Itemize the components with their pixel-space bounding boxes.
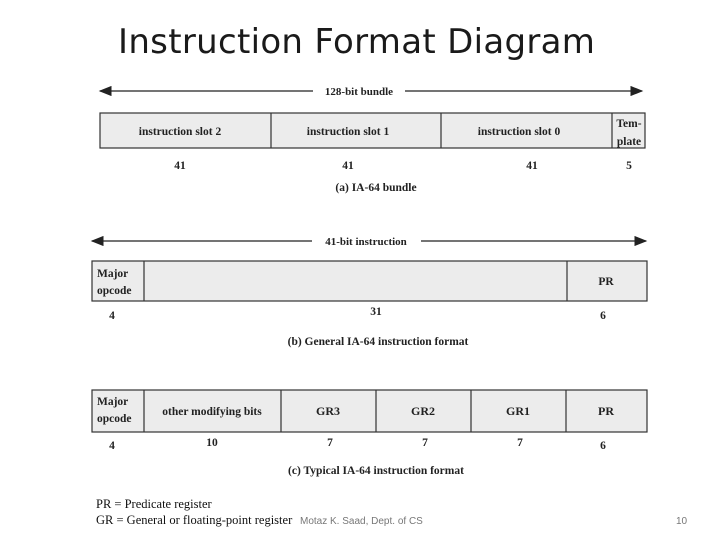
- bundle-cell-slot1: instruction slot 1: [306, 126, 390, 138]
- legend-gr: GR = General or floating-point register: [96, 513, 293, 527]
- general-cell-opcode: opcode: [97, 285, 132, 297]
- typical-bits-opcode: 4: [109, 440, 115, 452]
- bundle-cell-template-line1: Tem-: [616, 118, 642, 130]
- general-bits-body: 31: [370, 306, 382, 318]
- general-caption: (b) General IA-64 instruction format: [287, 336, 469, 348]
- bundle-cell-slot0: instruction slot 0: [477, 126, 561, 138]
- typical-cell-gr3: GR3: [316, 404, 340, 418]
- bundle-bits-slot0: 41: [526, 160, 538, 172]
- bundle-bits-slot2: 41: [174, 160, 186, 172]
- typical-cell-pr: PR: [598, 404, 614, 418]
- legend-pr: PR = Predicate register: [96, 497, 212, 511]
- instruction-arrow-label: 41-bit instruction: [325, 236, 407, 248]
- general-cell-pr: PR: [598, 276, 614, 288]
- typical-cell-major: Major: [97, 396, 129, 408]
- typical-cell-gr2: GR2: [411, 404, 435, 418]
- general-cell-major: Major: [97, 268, 129, 280]
- typical-bits-gr3: 7: [327, 437, 333, 449]
- general-bits-opcode: 4: [109, 310, 115, 322]
- typical-bits-modifying: 10: [206, 437, 218, 449]
- typical-caption: (c) Typical IA-64 instruction format: [288, 465, 464, 477]
- typical-cell-modifying-bits: other modifying bits: [162, 406, 262, 418]
- bundle-cell-slot2: instruction slot 2: [138, 126, 222, 138]
- typical-bits-pr: 6: [600, 440, 606, 452]
- slide-number: 10: [676, 516, 688, 527]
- general-format-box: [92, 261, 647, 301]
- bundle-arrow-label: 128-bit bundle: [324, 86, 394, 98]
- bundle-bits-template: 5: [626, 160, 632, 172]
- bundle-cell-template-line2: plate: [616, 136, 642, 148]
- typical-bits-gr1: 7: [517, 437, 523, 449]
- typical-cell-opcode: opcode: [97, 413, 132, 425]
- slide-title: Instruction Format Diagram: [118, 22, 596, 62]
- footer-author: Motaz K. Saad, Dept. of CS: [300, 516, 423, 527]
- general-bits-pr: 6: [600, 310, 606, 322]
- typical-bits-gr2: 7: [422, 437, 428, 449]
- typical-cell-gr1: GR1: [506, 404, 530, 418]
- bundle-bits-slot1: 41: [342, 160, 354, 172]
- bundle-caption: (a) IA-64 bundle: [335, 182, 417, 194]
